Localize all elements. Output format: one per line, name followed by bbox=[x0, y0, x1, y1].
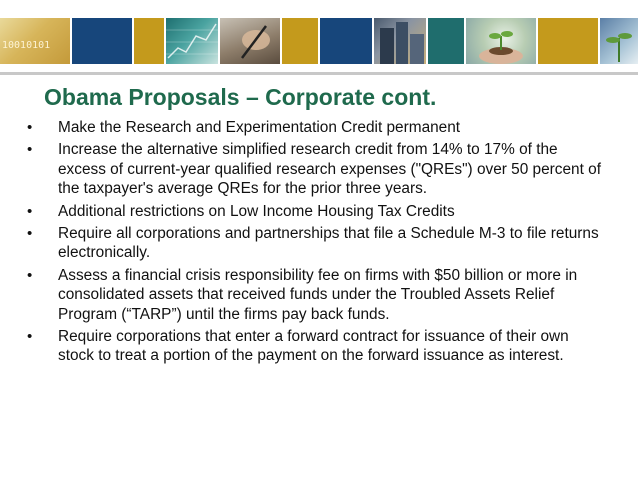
seedling-hands-image bbox=[466, 18, 536, 64]
bullet-dot: • bbox=[27, 119, 33, 136]
bullet-text: Make the Research and Experimentation Credit permanent bbox=[58, 119, 461, 136]
header-banner bbox=[0, 0, 638, 74]
bullet-item bbox=[24, 266, 604, 324]
gold-tile bbox=[538, 18, 598, 64]
gold-tile bbox=[134, 18, 164, 64]
chart-graphic-icon bbox=[166, 18, 218, 64]
building-icon bbox=[374, 18, 426, 64]
plant-icon bbox=[600, 18, 638, 64]
teal-tile bbox=[428, 18, 464, 64]
building-image bbox=[374, 18, 426, 64]
banner-divider bbox=[0, 72, 638, 75]
pen-hand-icon bbox=[220, 18, 280, 64]
bullet-text: Require all corporations and partnerships that file a Schedule M-3 to file returns electronically. bbox=[58, 225, 599, 262]
bullet-dot: • bbox=[27, 202, 33, 220]
navy-tile bbox=[320, 18, 372, 64]
bullet-item bbox=[24, 224, 604, 263]
bullet-dot: • bbox=[27, 225, 33, 243]
bullet-text: Additional restrictions on Low Income Housing Tax Credits bbox=[58, 202, 455, 220]
bullet-list bbox=[24, 118, 604, 369]
seedling-icon bbox=[466, 18, 536, 64]
bullet-text: Assess a financial crisis responsibility fee on firms with $50 billion or more in consolidated assets that received funds under the Troubled Assets Relief Program (“TARP”) until the firms pay back funds. bbox=[58, 266, 578, 323]
bullet-item bbox=[24, 118, 604, 137]
slide-title: Obama Proposals – Corporate cont. bbox=[44, 84, 437, 110]
bullet-text: Require corporations that enter a forward contract for issuance of their own stock to treat a portion of the payment on the forward issuance as interest. bbox=[58, 328, 569, 365]
writing-hand-image bbox=[220, 18, 280, 64]
bullet-dot: • bbox=[27, 141, 33, 159]
bullet-item bbox=[24, 140, 604, 198]
gold-tile bbox=[282, 18, 318, 64]
bullet-dot: • bbox=[27, 328, 33, 346]
chart-image bbox=[166, 18, 218, 64]
binary-digits-text: 10010101 bbox=[2, 40, 51, 51]
bullet-dot: • bbox=[27, 266, 33, 284]
navy-tile bbox=[72, 18, 132, 64]
bullet-item bbox=[24, 202, 604, 221]
bullet-item bbox=[24, 327, 604, 366]
plant-image bbox=[600, 18, 638, 64]
bullet-text: Increase the alternative simplified research credit from 14% to 17% of the excess of current-year qualified research expenses ("QREs") over 50 percent of the taxpayer's average QREs for the prior three years. bbox=[58, 141, 602, 198]
binary-digits-image bbox=[0, 18, 70, 64]
